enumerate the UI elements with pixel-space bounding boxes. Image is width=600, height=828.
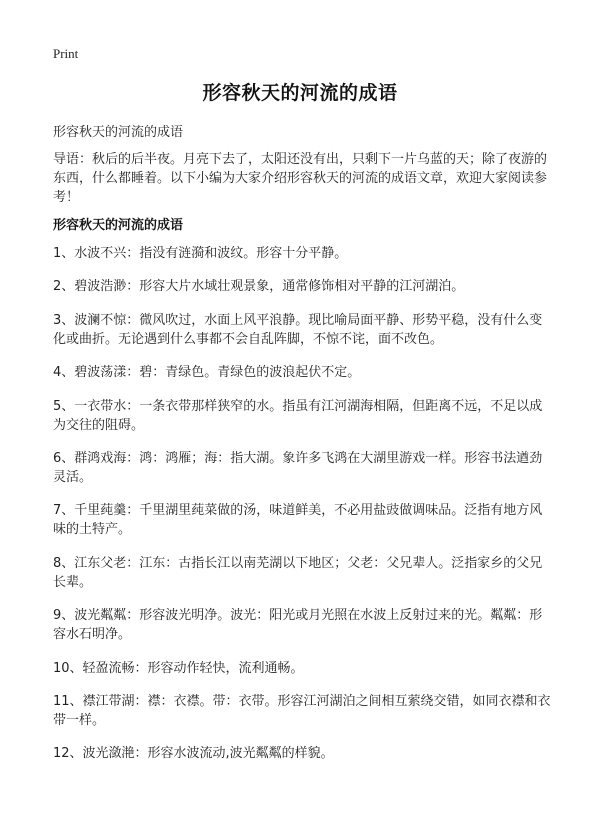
idiom-list: [53, 244, 553, 778]
idiom-item-3: 3、波澜不惊：微风吹过，水面上风平浪静。现比喻局面平静、形势平稳，没有什么变化或曲折。无论遇到什么事都不会自乱阵脚，不惊不诧，面不改色。: [53, 312, 543, 347]
print-link[interactable]: Print: [53, 46, 79, 61]
idiom-item-6: 6、群鸿戏海：鸿：鸿雁；海：指大湖。象许多飞鸿在大湖里游戏一样。形容书法遒劲灵活。: [53, 450, 543, 485]
idiom-item-1: 1、水波不兴：指没有涟漪和波纹。形容十分平静。: [53, 246, 348, 261]
idiom-item-11: 11、襟江带湖：襟：衣襟。带：衣带。形容江河湖泊之间相互萦绕交错，如同衣襟和衣带一样。: [53, 693, 551, 728]
idiom-item-5: 5、一衣带水：一条衣带那样狭窄的水。指虽有江河湖海相隔，但距离不远，不足以成为交往的阻碍。: [53, 398, 543, 433]
idiom-item-9: 9、波光粼粼：形容波光明净。波光：阳光或月光照在水波上反射过来的光。粼粼：形容水石明净。: [53, 608, 543, 643]
idiom-item-2: 2、碧波浩渺：形容大片水域壮观景象，通常修饰相对平静的江河湖泊。: [53, 279, 465, 295]
idiom-item-12: 12、波光潋滟：形容水波流动,波光粼粼的样貌。: [53, 746, 334, 762]
intro-paragraph: 导语：秋后的后半夜。月亮下去了，太阳还没有出，只剩下一片乌蓝的天；除了夜游的东西，什么都睡着。以下小编为大家介绍形容秋天的河流的成语文章，欢迎大家阅读参考！: [53, 152, 548, 205]
section-heading: 形容秋天的河流的成语: [53, 218, 184, 233]
idiom-item-10: 10、轻盈流畅：形容动作轻快，流利通畅。: [53, 660, 304, 676]
page-subtitle: 形容秋天的河流的成语: [53, 125, 184, 140]
idiom-item-7: 7、千里莼羹：千里湖里莼菜做的汤，味道鲜美，不必用盐豉做调味品。泛指有地方风味的土特产。: [53, 503, 543, 538]
idiom-item-4: 4、碧波荡漾：碧：青绿色。青绿色的波浪起伏不定。: [53, 365, 361, 381]
page-title: 形容秋天的河流的成语: [202, 82, 398, 104]
idiom-item-8: 8、江东父老：江东：古指长江以南芜湖以下地区；父老：父兄辈人。泛指家乡的父兄长辈。: [53, 555, 543, 590]
